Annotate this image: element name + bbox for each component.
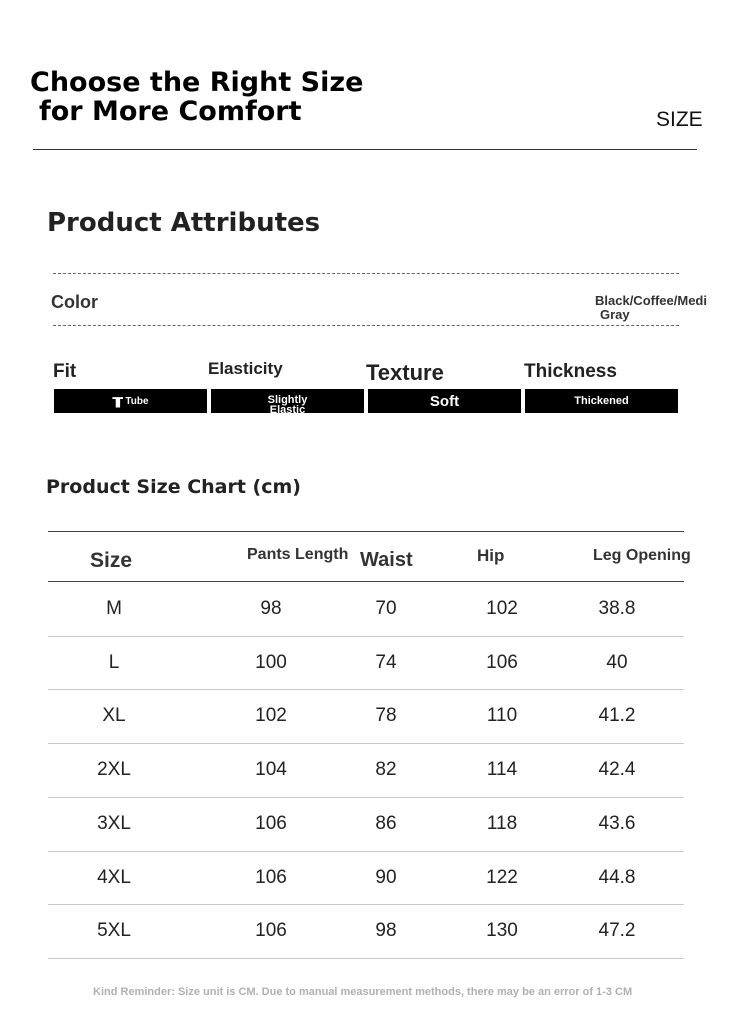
table-cell: XL bbox=[102, 705, 126, 727]
table-cell: 106 bbox=[255, 920, 287, 942]
fit-value-bar bbox=[54, 389, 207, 413]
hero-title-line-2: for More Comfort bbox=[39, 96, 302, 127]
table-cell: 102 bbox=[255, 705, 287, 727]
table-cell: 47.2 bbox=[598, 920, 636, 942]
tube-pants-icon bbox=[112, 395, 123, 408]
elasticity-value bbox=[268, 395, 308, 413]
table-cell: 2XL bbox=[97, 759, 131, 781]
table-row-divider bbox=[48, 636, 684, 637]
column-header-pants-length: Pants Length bbox=[247, 546, 349, 563]
table-cell: L bbox=[108, 651, 120, 673]
attributes-dashed-divider-top bbox=[53, 273, 679, 274]
table-cell: 90 bbox=[375, 866, 397, 888]
table-cell: 98 bbox=[375, 920, 397, 942]
table-cell: 74 bbox=[375, 651, 397, 673]
size-table-top-rule bbox=[48, 531, 684, 532]
table-cell: 86 bbox=[375, 812, 397, 834]
table-row-divider bbox=[48, 797, 684, 798]
hero-title-line-1: Choose the Right Size bbox=[30, 67, 364, 98]
size-chart-heading: Product Size Chart (cm) bbox=[46, 476, 301, 498]
table-cell: 110 bbox=[486, 705, 518, 727]
table-cell: 44.8 bbox=[598, 866, 636, 888]
fit-value: Tube bbox=[125, 395, 149, 407]
table-cell: 42.4 bbox=[598, 759, 636, 781]
attributes-heading: Product Attributes bbox=[47, 208, 321, 238]
table-row-divider bbox=[48, 958, 684, 959]
table-cell: M bbox=[106, 598, 122, 619]
thickness-value-bar bbox=[525, 389, 678, 413]
color-value-line-1: Black/Coffee/Medi bbox=[595, 294, 707, 308]
attributes-dashed-divider-bottom bbox=[53, 325, 679, 326]
table-cell: 70 bbox=[375, 598, 397, 619]
column-header-waist: Waist bbox=[360, 549, 413, 571]
column-header-leg-opening: Leg Opening bbox=[593, 547, 691, 564]
table-cell: 41.2 bbox=[598, 705, 636, 727]
header-divider bbox=[33, 149, 697, 150]
elasticity-value-line-1: Slightly bbox=[267, 394, 308, 406]
size-tag: SIZE bbox=[656, 108, 703, 131]
table-row-divider bbox=[48, 743, 684, 744]
table-cell: 118 bbox=[486, 812, 518, 834]
table-cell: 106 bbox=[255, 812, 287, 834]
table-cell: 102 bbox=[486, 598, 518, 619]
table-row-divider bbox=[48, 851, 684, 852]
texture-label: Texture bbox=[366, 360, 444, 385]
table-row-divider bbox=[48, 689, 684, 690]
table-cell: 106 bbox=[486, 651, 518, 673]
table-cell: 100 bbox=[255, 651, 287, 673]
elasticity-value-line-2: Elastic bbox=[269, 404, 306, 413]
color-value-line-2: Gray bbox=[600, 307, 630, 322]
thickness-label: Thickness bbox=[524, 361, 617, 382]
table-cell: 3XL bbox=[97, 812, 131, 834]
color-label: Color bbox=[51, 292, 98, 312]
hero-title bbox=[30, 68, 363, 126]
table-cell: 114 bbox=[486, 759, 518, 781]
column-header-hip: Hip bbox=[477, 546, 505, 565]
table-cell: 40 bbox=[606, 651, 628, 673]
table-cell: 104 bbox=[255, 759, 287, 781]
table-cell: 106 bbox=[255, 866, 287, 888]
table-cell: 78 bbox=[375, 705, 397, 727]
table-cell: 130 bbox=[486, 920, 518, 942]
elasticity-value-bar bbox=[211, 389, 364, 413]
table-cell: 38.8 bbox=[598, 598, 636, 619]
size-reminder-note: Kind Reminder: Size unit is CM. Due to manual measurement methods, there may be an error of 1-3 CM bbox=[93, 986, 633, 998]
table-cell: 43.6 bbox=[598, 812, 636, 834]
table-cell: 4XL bbox=[97, 866, 131, 888]
table-cell: 5XL bbox=[97, 920, 131, 942]
fit-label: Fit bbox=[53, 361, 77, 382]
table-cell: 122 bbox=[486, 866, 518, 888]
size-table-header-rule bbox=[48, 581, 684, 582]
elasticity-label: Elasticity bbox=[208, 359, 283, 378]
table-row-divider bbox=[48, 904, 684, 905]
column-header-size: Size bbox=[90, 549, 133, 572]
texture-value-bar bbox=[368, 389, 521, 413]
table-cell: 82 bbox=[375, 759, 397, 781]
texture-value: Soft bbox=[429, 392, 460, 410]
thickness-value: Thickened bbox=[574, 395, 629, 407]
table-cell: 98 bbox=[260, 598, 282, 619]
color-value bbox=[595, 294, 729, 322]
